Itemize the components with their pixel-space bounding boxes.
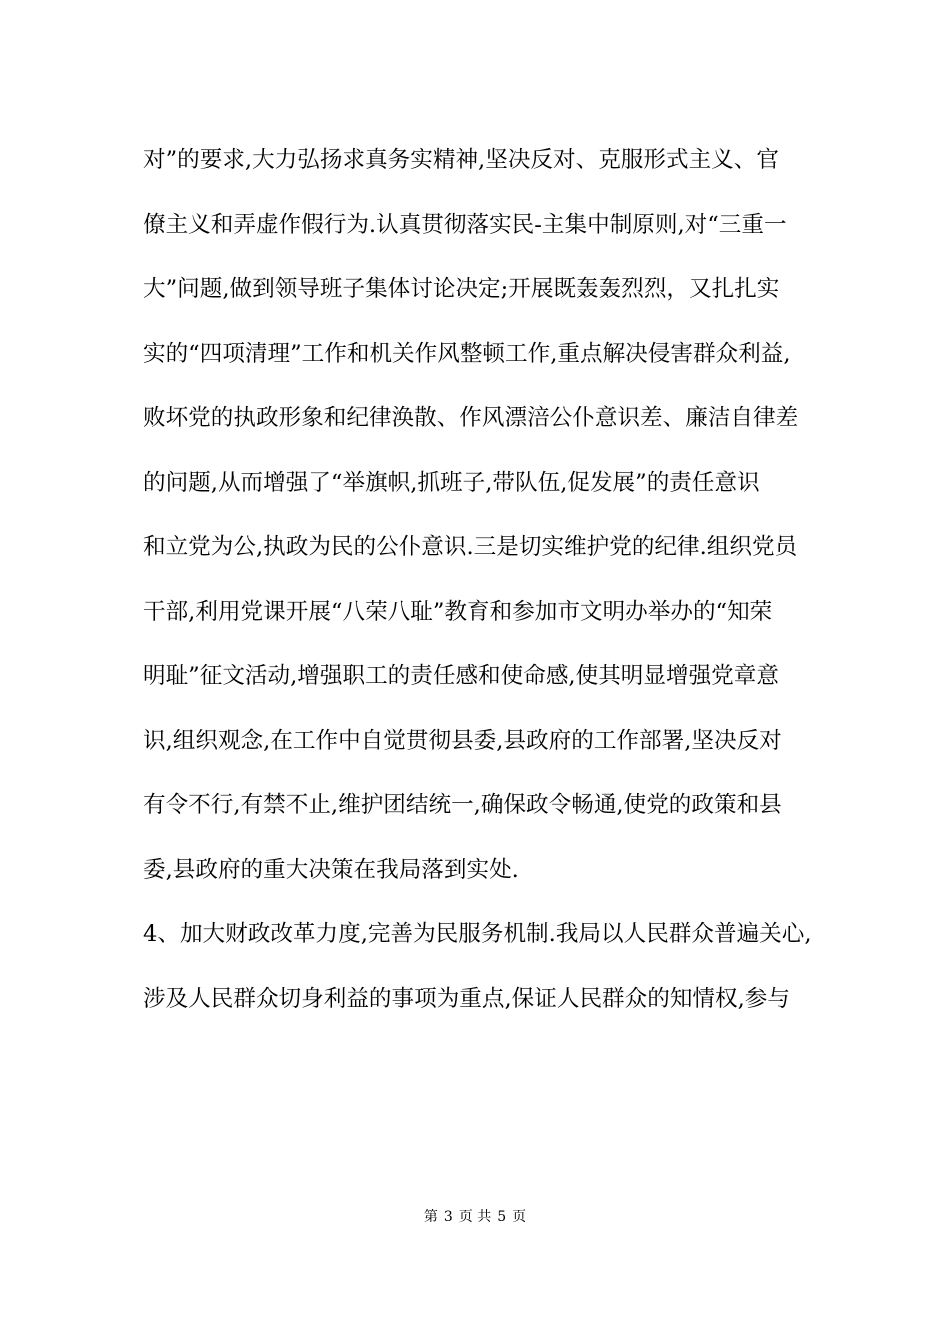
text-line: 对”的要求,大力弘扬求真务实精神,坚决反对、克服形式主义、官: [143, 147, 779, 173]
text-line: 干部,利用党课开展“八荣八耻”教育和参加市文明办举办的“知荣: [143, 598, 773, 625]
footer-prefix: 第: [423, 1209, 438, 1225]
text-line: 有令不行,有禁不止,维护团结统一,确保政令畅通,使党的政策和县: [143, 792, 782, 818]
footer-current-page: 3: [443, 1209, 453, 1225]
text-line: 4、加大财政改革力度,完善为民服务机制.我局以人民群众普遍关心,: [143, 921, 812, 947]
text-line: 实的“四项清理”工作和机关作风整顿工作,重点解决侵害群众利益,: [143, 340, 791, 367]
text-line: 委,县政府的重大决策在我局落到实处.: [143, 856, 519, 883]
text-line: 识,组织观念,在工作中自觉贯彻县委,县政府的工作部署,坚决反对: [143, 727, 782, 754]
text-line: 败坏党的执政形象和纪律涣散、作风漂涪公仆意识差、廉洁自律差: [143, 405, 799, 431]
text-line: 涉及人民群众切身利益的事项为重点,保证人民群众的知情权,参与: [143, 985, 790, 1012]
text-line: 和立党为公,执政为民的公仆意识.三是切实维护党的纪律.组织党员: [143, 534, 798, 560]
body-text: [143, 128, 833, 1031]
text-line: 的问题,从而增强了“举旗帜,抓班子,带队伍,促发展”的责任意识: [143, 469, 760, 496]
footer-total-pages: 5: [497, 1209, 507, 1225]
text-line: 僚主义和弄虚作假行为.认真贯彻落实民-主集中制原则,对“三重一: [143, 211, 787, 238]
footer-suffix: 页: [512, 1209, 527, 1225]
page-footer: [0, 1207, 950, 1227]
text-line: 明耻”征文活动,增强职工的责任感和使命感,使其明显增强党章意: [143, 663, 779, 689]
text-line: 大”问题,做到领导班子集体讨论决定;开展既轰轰烈烈，又扎扎实: [143, 276, 780, 302]
footer-middle: 页 共: [458, 1209, 492, 1225]
